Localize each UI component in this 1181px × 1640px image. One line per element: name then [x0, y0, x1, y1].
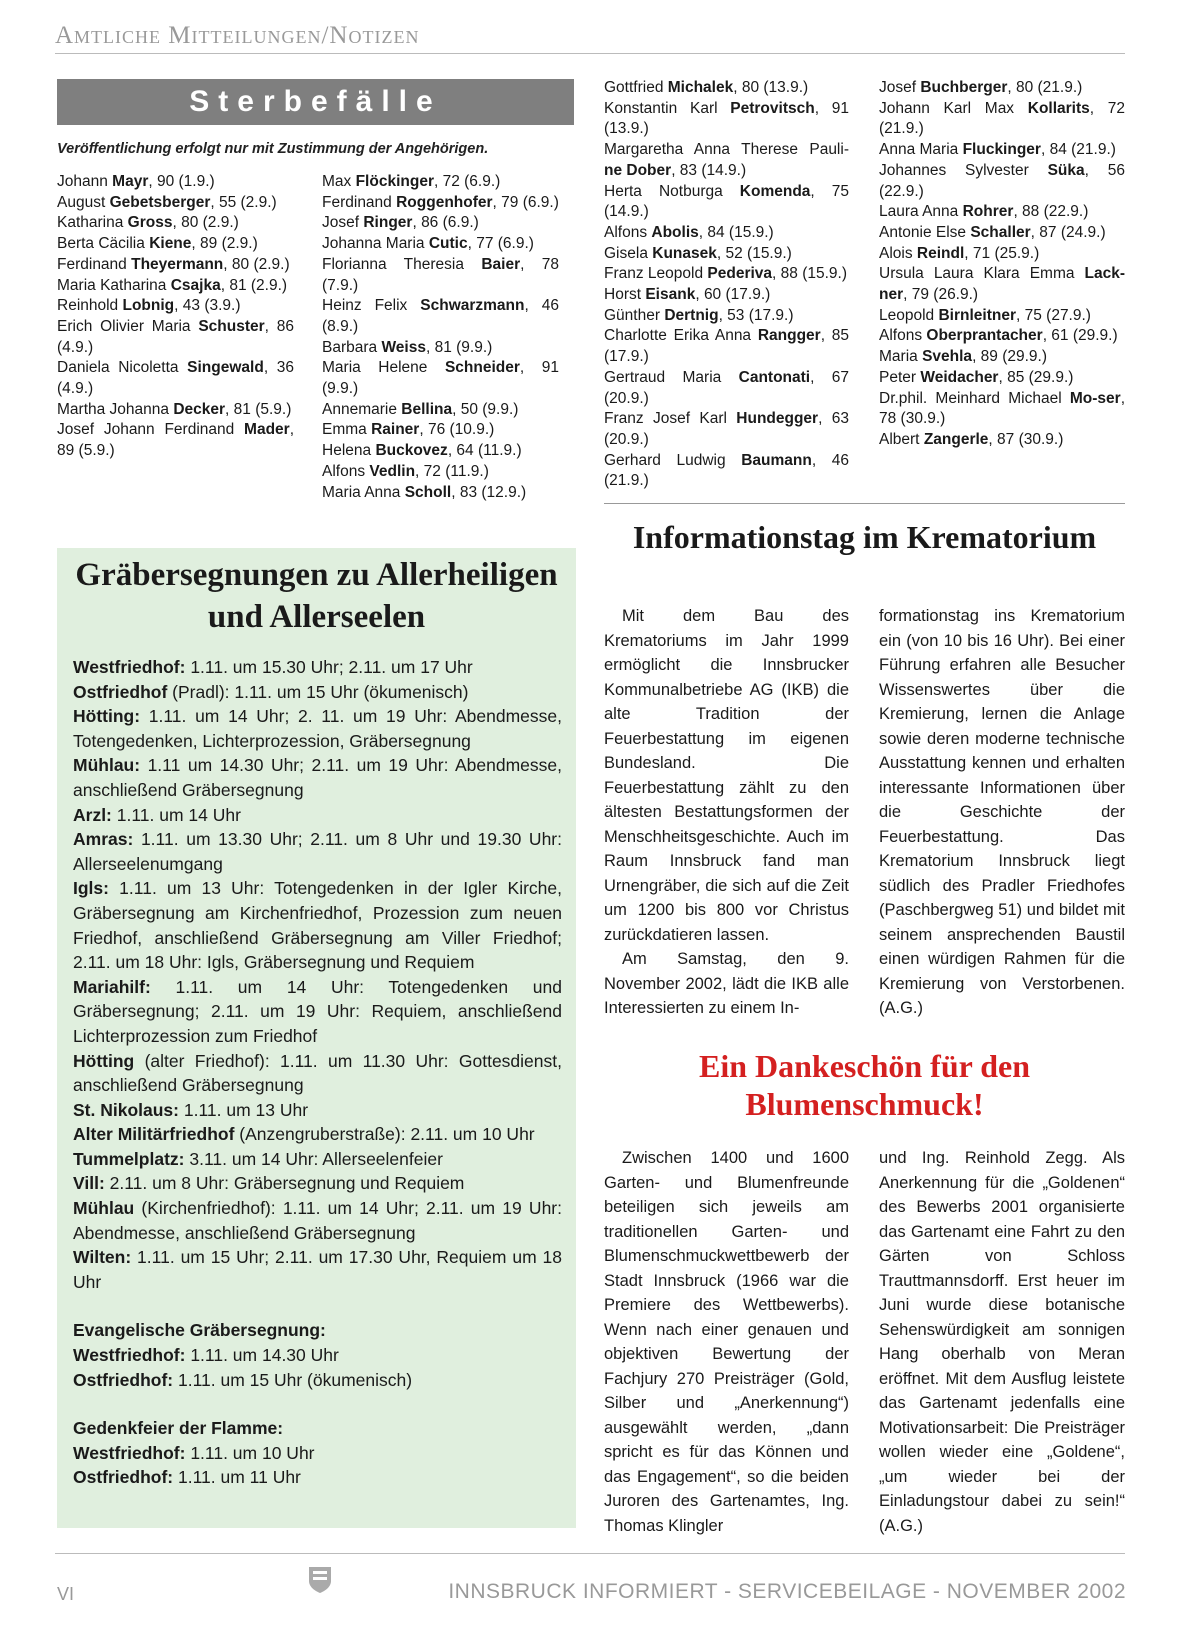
death-given-name: Johannes Sylvester — [879, 161, 1048, 179]
death-entry — [322, 358, 559, 399]
death-age-date: , 76 (10.9.) — [419, 421, 495, 439]
death-age-date: , 84 (21.9.) — [1040, 141, 1116, 159]
blessing-times: 1.11. um 13.30 Uhr; 2.11. um 8 Uhr und 19.30 Uhr: Allerseelenumgang — [73, 829, 562, 874]
death-age-date: , 87 (24.9.) — [1030, 223, 1106, 241]
death-given-name: Emma — [322, 421, 372, 439]
death-age-date: , 75 (14.9.) — [604, 182, 850, 221]
death-surname: Schaller — [970, 223, 1031, 241]
death-surname: Kunasek — [652, 244, 717, 262]
page-number: VI — [57, 1584, 75, 1604]
death-surname: Baier — [481, 255, 521, 273]
death-given-name: Helena — [322, 442, 376, 460]
death-entry — [57, 317, 294, 358]
death-given-name: Maria Anna — [322, 483, 405, 501]
death-surname: Kiene — [149, 235, 192, 253]
death-given-name: Berta Cäcilia — [57, 235, 150, 253]
blessing-place: Tummelplatz: — [73, 1148, 185, 1169]
blessing-times: 1.11. um 14 Uhr — [111, 804, 241, 825]
death-entry — [879, 202, 1125, 223]
death-surname: Lack-ner — [879, 265, 1125, 304]
blessing-entry — [73, 1122, 562, 1147]
blessing-times: 3.11. um 14 Uhr: Allerseelenfeier — [184, 1148, 443, 1169]
death-age-date: , 83 (14.9.) — [671, 161, 747, 179]
death-entry — [322, 234, 559, 255]
death-surname: Csajka — [170, 276, 221, 294]
death-age-date: , 72 (11.9.) — [415, 462, 489, 480]
deaths-heading: Sterbefälle — [57, 79, 574, 125]
death-surname: Weiss — [381, 338, 426, 356]
death-given-name: Horst — [604, 286, 646, 304]
death-entry — [322, 193, 559, 214]
death-age-date: , 88 (15.9.) — [772, 265, 848, 283]
death-surname: Abolis — [651, 223, 699, 241]
death-given-name: Daniela Nicoletta — [57, 359, 188, 377]
death-surname: Mayr — [112, 173, 149, 190]
deaths-column-4 — [879, 78, 1125, 451]
blessing-times: (alter Friedhof): 1.11. um 11.30 Uhr: Gottesdienst, anschließend Gräbersegnung — [73, 1050, 562, 1096]
blessing-place: Alter Militärfriedhof — [73, 1124, 235, 1145]
death-entry — [322, 420, 559, 441]
blessing-entry — [73, 680, 562, 705]
death-age-date: , 78 (7.9.) — [322, 255, 559, 294]
death-surname: Cantonati — [738, 368, 811, 386]
blessing-times: 1.11. um 14.30 Uhr — [185, 1345, 339, 1366]
death-surname: Eisank — [645, 286, 696, 304]
death-surname: Michalek — [667, 79, 734, 96]
death-age-date: , 63 (20.9.) — [604, 410, 849, 448]
blessing-place: Igls: — [73, 878, 109, 899]
death-entry — [57, 420, 294, 461]
blumen-text-col2: und Ing. Reinhold Zegg. Als Anerkennung für die „Goldenen“ des Bewerbs 2001 organisierte das Gartenamt eine Fahrt zu den Gärten von Schloss Trauttmannsdorff. Erst heuer im Juni wurde diese botanische Sehenswürdigkeit am sonnigen Hang oberhalb von Meran eröffnet. Mit dem Ausflug leistete das Gartenamt jedenfalls eine Motivationsarbeit: Die Preisträger wollen wieder eine „Goldene“, „um wieder bei der Einladungstour dabei zu sein!“ (A.G.) — [879, 1149, 1125, 1535]
blessing-place: Westfriedhof: — [73, 1345, 186, 1366]
blessing-entry — [73, 1049, 562, 1098]
death-entry — [879, 430, 1125, 451]
death-surname: Theyermann — [131, 255, 224, 273]
blessing-place: Ostfriedhof: — [73, 1467, 174, 1488]
blessing-times: 1.11. um 15.30 Uhr; 2.11. um 17 Uhr — [185, 657, 473, 677]
death-entry — [604, 182, 849, 223]
death-entry — [57, 255, 294, 276]
blessing-entry — [73, 1441, 562, 1466]
death-given-name: Johann — [57, 173, 113, 190]
krematorium-paragraph: Am Samstag, den 9. November 2002, lädt die IKB alle Interessierten zu einem In- — [604, 950, 849, 1017]
blessing-times: 1.11. um 15 Uhr (ökumenisch) — [173, 1369, 413, 1390]
death-given-name: Annemarie — [322, 400, 402, 418]
death-entry — [879, 326, 1125, 347]
death-surname: Scholl — [404, 483, 452, 501]
death-surname: Birnleitner — [938, 306, 1016, 324]
death-given-name: Katharina — [57, 214, 128, 232]
death-given-name: Alfons — [879, 327, 927, 345]
death-given-name: Herta Notburga — [604, 182, 740, 200]
krematorium-text-col1 — [604, 604, 849, 1021]
death-surname: Cutic — [428, 235, 468, 253]
blessing-entry — [73, 655, 562, 680]
blessing-entry — [73, 1368, 562, 1393]
blessing-place: Westfriedhof: — [73, 1442, 186, 1463]
death-given-name: Ferdinand — [57, 255, 132, 273]
death-entry — [322, 296, 559, 337]
death-entry — [322, 483, 559, 504]
blessing-times: (Pradl): 1.11. um 15 Uhr (ökumenisch) — [167, 681, 469, 702]
death-entry — [604, 306, 849, 327]
death-entry — [879, 99, 1125, 140]
death-surname: Komenda — [739, 182, 811, 200]
death-age-date: , 56 (22.9.) — [879, 161, 1125, 200]
blessing-place: Mühlau — [73, 1198, 135, 1219]
death-age-date: , 72 (21.9.) — [879, 99, 1125, 138]
death-entry — [57, 213, 294, 234]
death-age-date: , 72 (6.9.) — [433, 173, 501, 190]
death-entry — [604, 285, 849, 306]
death-age-date: , 43 (3.9.) — [174, 297, 241, 315]
death-surname: Schwarzmann — [420, 297, 525, 315]
death-age-date: , 91 (9.9.) — [322, 359, 559, 398]
death-surname: Buckovez — [375, 442, 448, 460]
death-age-date: , 80 (21.9.) — [1007, 79, 1083, 96]
blessings-title: Gräbersegnungen zu Allerheiligen und Allerseelen — [75, 557, 558, 635]
death-entry — [604, 451, 849, 492]
death-age-date: , 79 (6.9.) — [492, 193, 559, 211]
death-entry — [322, 172, 559, 193]
death-age-date: , 46 (21.9.) — [604, 451, 850, 490]
death-surname: Süka — [1047, 161, 1085, 179]
death-age-date: , 55 (2.9.) — [210, 193, 277, 211]
death-given-name: Margaretha Anna Therese Pauli- — [604, 141, 849, 159]
death-age-date: , 90 (1.9.) — [148, 173, 215, 190]
death-given-name: Erich Olivier Maria — [57, 317, 199, 335]
column-divider — [604, 503, 1125, 504]
death-given-name: Laura Anna — [879, 203, 963, 221]
death-age-date: , 89 (2.9.) — [191, 235, 258, 253]
death-surname: Roggenhofer — [396, 193, 493, 211]
blessing-times: 1.11. um 10 Uhr — [185, 1442, 315, 1463]
death-age-date: , 86 (6.9.) — [412, 214, 479, 232]
death-given-name: Maria Helene — [322, 359, 445, 377]
blessing-entry — [73, 704, 562, 753]
death-surname: Flöckinger — [355, 173, 434, 190]
death-surname: Oberprantacher — [926, 327, 1043, 345]
death-given-name: Konstantin Karl — [604, 99, 731, 117]
blessing-entry — [73, 753, 562, 802]
death-entry — [322, 255, 559, 296]
blessing-entry — [73, 1343, 562, 1368]
death-surname: Fluckinger — [962, 141, 1041, 159]
death-entry — [604, 409, 849, 450]
death-entry — [57, 296, 294, 317]
death-entry — [322, 213, 559, 234]
death-surname: Schuster — [198, 317, 265, 335]
death-given-name: Albert — [879, 430, 924, 448]
death-age-date: , 36 (4.9.) — [57, 359, 294, 398]
death-surname: Baumann — [741, 451, 812, 469]
blessing-place: Vill: — [73, 1173, 105, 1194]
death-surname: Hundegger — [736, 410, 819, 428]
death-age-date: , 85 (29.9.) — [998, 368, 1074, 386]
blessing-place: Mühlau: — [73, 755, 141, 776]
blessing-entry — [73, 1196, 562, 1245]
death-given-name: Barbara — [322, 338, 382, 356]
death-surname: Buchberger — [920, 79, 1008, 96]
death-surname: Weidacher — [920, 368, 999, 386]
death-entry — [879, 264, 1125, 305]
death-entry — [604, 264, 849, 285]
death-entry — [879, 244, 1125, 265]
death-entry — [322, 400, 559, 421]
death-surname: Rainer — [371, 421, 420, 439]
death-entry — [604, 244, 849, 265]
blessing-times: 1.11 um 14.30 Uhr; 2.11. um 19 Uhr: Abendmesse, anschließend Gräbersegnung — [73, 755, 562, 800]
death-age-date: , 81 (9.9.) — [425, 338, 493, 356]
death-surname: Gross — [127, 214, 173, 232]
death-given-name: Johann Karl Max — [879, 99, 1028, 117]
blessing-entry — [73, 1171, 562, 1196]
blessings-list — [73, 655, 562, 1490]
death-entry — [879, 140, 1125, 161]
death-age-date: , 89 (29.9.) — [972, 348, 1048, 366]
blessing-entry — [73, 1465, 562, 1490]
death-given-name: Charlotte Erika Anna — [604, 327, 758, 345]
death-surname: Vedlin — [369, 462, 416, 480]
death-age-date: , 88 (22.9.) — [1013, 203, 1089, 221]
death-age-date: , 80 (2.9.) — [172, 214, 239, 232]
death-surname: Singewald — [187, 359, 264, 377]
blessing-times: 1.11. um 14 Uhr: Totengedenken und Gräbersegnung; 2.11. um 19 Uhr: Requiem, anschließend Lichterprozession zum Friedhof — [73, 976, 562, 1046]
footer-text: INNSBRUCK INFORMIERT - SERVICEBEILAGE - NOVEMBER 2002 — [448, 1580, 1126, 1603]
death-entry — [604, 140, 849, 181]
death-given-name: August — [57, 193, 110, 211]
blessing-entry — [73, 803, 562, 828]
death-given-name: Gerhard Ludwig — [604, 451, 742, 469]
krematorium-title: Informationstag im Krematorium — [632, 519, 1097, 555]
death-entry — [57, 276, 294, 297]
death-entry — [322, 441, 559, 462]
death-given-name: Reinhold — [57, 297, 123, 315]
flame-heading: Gedenkfeier der Flamme: — [73, 1418, 284, 1439]
death-given-name: Alfons — [604, 223, 652, 241]
death-given-name: Florianna Theresia — [322, 255, 482, 273]
death-entry — [57, 234, 294, 255]
death-surname: ne Dober — [604, 161, 672, 179]
death-given-name: Gottfried — [604, 79, 668, 96]
section-header: Amtliche Mitteilungen/Notizen — [55, 22, 420, 49]
death-given-name: Josef Johann Ferdinand — [57, 421, 245, 439]
death-entry — [604, 99, 849, 140]
death-given-name: Ursula Laura Klara Emma — [879, 265, 1085, 283]
death-age-date: , 77 (6.9.) — [467, 235, 534, 253]
death-given-name: Dr.phil. Meinhard Michael — [879, 389, 1070, 407]
footer-rule — [55, 1553, 1125, 1554]
death-entry — [57, 172, 294, 193]
blessing-times: 1.11. um 14 Uhr; 2. 11. um 19 Uhr: Abendmesse, Totengedenken, Lichterprozession, Gräbersegnung — [73, 706, 562, 751]
death-given-name: Alois — [879, 244, 917, 262]
death-surname: Bellina — [401, 400, 453, 418]
death-entry — [879, 161, 1125, 202]
blumen-text-col1: Zwischen 1400 und 1600 Garten- und Blumenfreunde beteiligen sich jeweils am traditionellen Garten- und Blumenschmuckwettbewerb der Stadt Innsbruck (1966 war die Premiere des Wettbewerbs). Wenn nach einer genauen und objektiven Bewertung der Fachjury 270 Preisträger (Gold, Silber und „Anerkennung“) ausgewählt werden, „dann spricht es für das Können und das Engagement“, so die beiden Juroren des Gartenamtes, Ing. Thomas Klingler — [604, 1149, 849, 1535]
death-entry — [57, 400, 294, 421]
death-age-date: , 85 (17.9.) — [604, 327, 849, 366]
blessing-place: Wilten: — [73, 1247, 132, 1268]
death-age-date: , 60 (17.9.) — [695, 286, 771, 304]
death-given-name: Peter — [879, 368, 921, 386]
blessing-place: Hötting: — [73, 706, 141, 727]
blessing-place: Hötting — [73, 1050, 135, 1071]
death-age-date: , 91 (13.9.) — [604, 99, 849, 138]
deaths-column-3 — [604, 78, 849, 492]
blessing-times: (Anzengruberstraße): 2.11. um 10 Uhr — [234, 1124, 535, 1145]
blessing-place: St. Nikolaus: — [73, 1099, 179, 1120]
death-given-name: Günther — [604, 306, 665, 324]
blessing-entry — [73, 975, 562, 1049]
death-surname: Reindl — [916, 244, 965, 262]
death-surname: Petrovitsch — [730, 99, 815, 117]
deaths-column-2 — [322, 172, 559, 503]
death-surname: Lobnig — [122, 297, 175, 315]
death-entry — [57, 193, 294, 214]
death-age-date: , 81 (5.9.) — [225, 400, 292, 418]
death-age-date: , 46 (8.9.) — [322, 297, 559, 335]
blumen-title: Ein Dankeschön für den Blumenschmuck! — [698, 1048, 1031, 1122]
blessing-place: Ostfriedhof: — [73, 1369, 174, 1390]
death-entry — [604, 78, 849, 99]
death-entry — [879, 78, 1125, 99]
death-surname: Pederiva — [707, 265, 773, 283]
death-age-date: , 50 (9.9.) — [452, 400, 519, 418]
blessing-times: 1.11. um 15 Uhr; 2.11. um 17.30 Uhr, Requiem um 18 Uhr — [73, 1247, 562, 1292]
death-age-date: , 86 (4.9.) — [57, 317, 294, 356]
death-surname: Svehla — [922, 348, 973, 366]
death-given-name: Martha Johanna — [57, 400, 174, 418]
blessing-times: (Kirchenfriedhof): 1.11. um 14 Uhr; 2.11. um 19 Uhr: Abendmesse, anschließend Gräbersegnung — [73, 1198, 562, 1243]
death-entry — [322, 462, 559, 483]
header-rule — [55, 53, 1125, 54]
krematorium-text-col2: formationstag ins Krematorium ein (von 10 bis 16 Uhr). Bei einer Führung erfahren alle Besucher Wissenswertes über die Kremierung, lernen die Anlage sowie deren moderne technische Ausstattung kennen und erhalten interessante Informationen über die Geschichte der Feuerbestattung. Das Krematorium Innsbruck liegt südlich des Pradler Friedhofes (Paschbergweg 51) und bildet mit seinem ansprechenden Baustil einen würdigen Rahmen für die Kremierung von Verstorbenen. (A.G.) — [879, 607, 1125, 1017]
death-surname: Decker — [173, 400, 226, 418]
blessing-place: Mariahilf: — [73, 976, 151, 997]
death-age-date: , 52 (15.9.) — [716, 244, 792, 262]
death-surname: Mo-ser — [1069, 389, 1121, 407]
death-age-date: , 87 (30.9.) — [988, 430, 1064, 448]
death-entry — [604, 368, 849, 409]
death-given-name: Ferdinand — [322, 193, 397, 211]
blessing-place: Arzl: — [73, 804, 112, 825]
death-age-date: , 71 (25.9.) — [964, 244, 1040, 262]
death-age-date: , 80 (13.9.) — [733, 79, 809, 96]
blessing-place: Westfriedhof: — [73, 657, 186, 677]
blessing-entry — [73, 1147, 562, 1172]
death-age-date: , 89 (5.9.) — [57, 421, 294, 460]
death-entry — [879, 368, 1125, 389]
death-surname: Rohrer — [962, 203, 1014, 221]
deaths-column-1 — [57, 172, 294, 462]
death-given-name: Max — [322, 173, 356, 190]
death-given-name: Leopold — [879, 306, 939, 324]
death-given-name: Antonie Else — [879, 223, 971, 241]
blessing-times: 2.11. um 8 Uhr: Gräbersegnung und Requiem — [104, 1173, 465, 1194]
death-entry — [879, 389, 1125, 430]
death-age-date: , 64 (11.9.) — [447, 442, 522, 460]
death-entry — [879, 306, 1125, 327]
death-surname: Mader — [244, 421, 290, 439]
blessing-times: 1.11. um 11 Uhr — [173, 1467, 301, 1488]
death-given-name: Josef — [322, 214, 364, 232]
death-surname: Rangger — [757, 327, 821, 345]
death-age-date: , 81 (2.9.) — [220, 276, 288, 294]
death-age-date: , 79 (26.9.) — [903, 286, 979, 304]
blessing-place: Ostfriedhof — [73, 681, 168, 702]
death-entry — [879, 347, 1125, 368]
death-surname: Zangerle — [923, 430, 989, 448]
blessing-times: 1.11. um 13 Uhr: Totengedenken in der Igler Kirche, Gräbersegnung am Kirchenfriedhof, Prozession zum neuen Friedhof, anschließend Gräbersegnung am Viller Friedhof; 2.11. um 18 Uhr: Igls, Gräbersegnung und Requiem — [73, 878, 562, 973]
death-surname: Gebetsberger — [109, 193, 211, 211]
death-surname: Ringer — [363, 214, 413, 232]
death-given-name: Franz Josef Karl — [604, 410, 737, 428]
krematorium-paragraph: Mit dem Bau des Krematoriums im Jahr 1999 ermöglicht die Innsbrucker Kommunalbetriebe AG (IKB) die alte Tradition der Feuerbestattung im eigenen Bundesland. Die Feuerbestattung zählt zu den ältesten Bestattungsformen der Menschheitsgeschichte. Auch im Raum Innsbruck fand man Urnengräber, die sich auf die Zeit um 1200 bis 800 vor Christus zurückdatieren lassen. — [604, 607, 849, 944]
death-age-date: , 75 (27.9.) — [1016, 306, 1091, 324]
death-given-name: Maria — [879, 348, 923, 366]
death-given-name: Heinz Felix — [322, 297, 421, 315]
death-age-date: , 80 (2.9.) — [223, 255, 290, 273]
death-entry — [604, 326, 849, 367]
death-given-name: Gisela — [604, 244, 653, 262]
death-given-name: Franz Leopold — [604, 265, 708, 283]
death-entry — [604, 223, 849, 244]
blessing-entry — [73, 876, 562, 974]
deaths-notice: Veröffentlichung erfolgt nur mit Zustimmung der Angehörigen. — [57, 141, 489, 157]
blessing-place: Amras: — [73, 829, 134, 850]
blessing-entry — [73, 827, 562, 876]
death-age-date: , 61 (29.9.) — [1042, 327, 1118, 345]
death-surname: Schneider — [444, 359, 520, 377]
blessings-box — [57, 548, 576, 1528]
blessing-times: 1.11. um 13 Uhr — [179, 1099, 309, 1120]
death-given-name: Alfons — [322, 462, 370, 480]
death-age-date: , 78 (30.9.) — [879, 389, 1125, 428]
death-surname: Kollarits — [1027, 99, 1090, 117]
death-surname: Dertnig — [664, 306, 719, 324]
death-age-date: , 84 (15.9.) — [698, 223, 774, 241]
death-given-name: Anna Maria — [879, 141, 963, 159]
death-entry — [57, 358, 294, 399]
death-age-date: , 53 (17.9.) — [718, 306, 794, 324]
blessing-entry — [73, 1245, 562, 1294]
death-given-name: Gertraud Maria — [604, 368, 739, 386]
death-entry — [322, 338, 559, 359]
city-crest-icon — [307, 1563, 333, 1593]
death-given-name: Johanna Maria — [322, 235, 429, 253]
death-given-name: Maria Katharina — [57, 276, 171, 294]
death-age-date: , 83 (12.9.) — [451, 483, 527, 501]
death-age-date: , 67 (20.9.) — [604, 368, 849, 407]
death-given-name: Josef — [879, 79, 921, 96]
death-entry — [879, 223, 1125, 244]
evangelic-heading: Evangelische Gräbersegnung: — [73, 1320, 326, 1341]
blessing-entry — [73, 1098, 562, 1123]
